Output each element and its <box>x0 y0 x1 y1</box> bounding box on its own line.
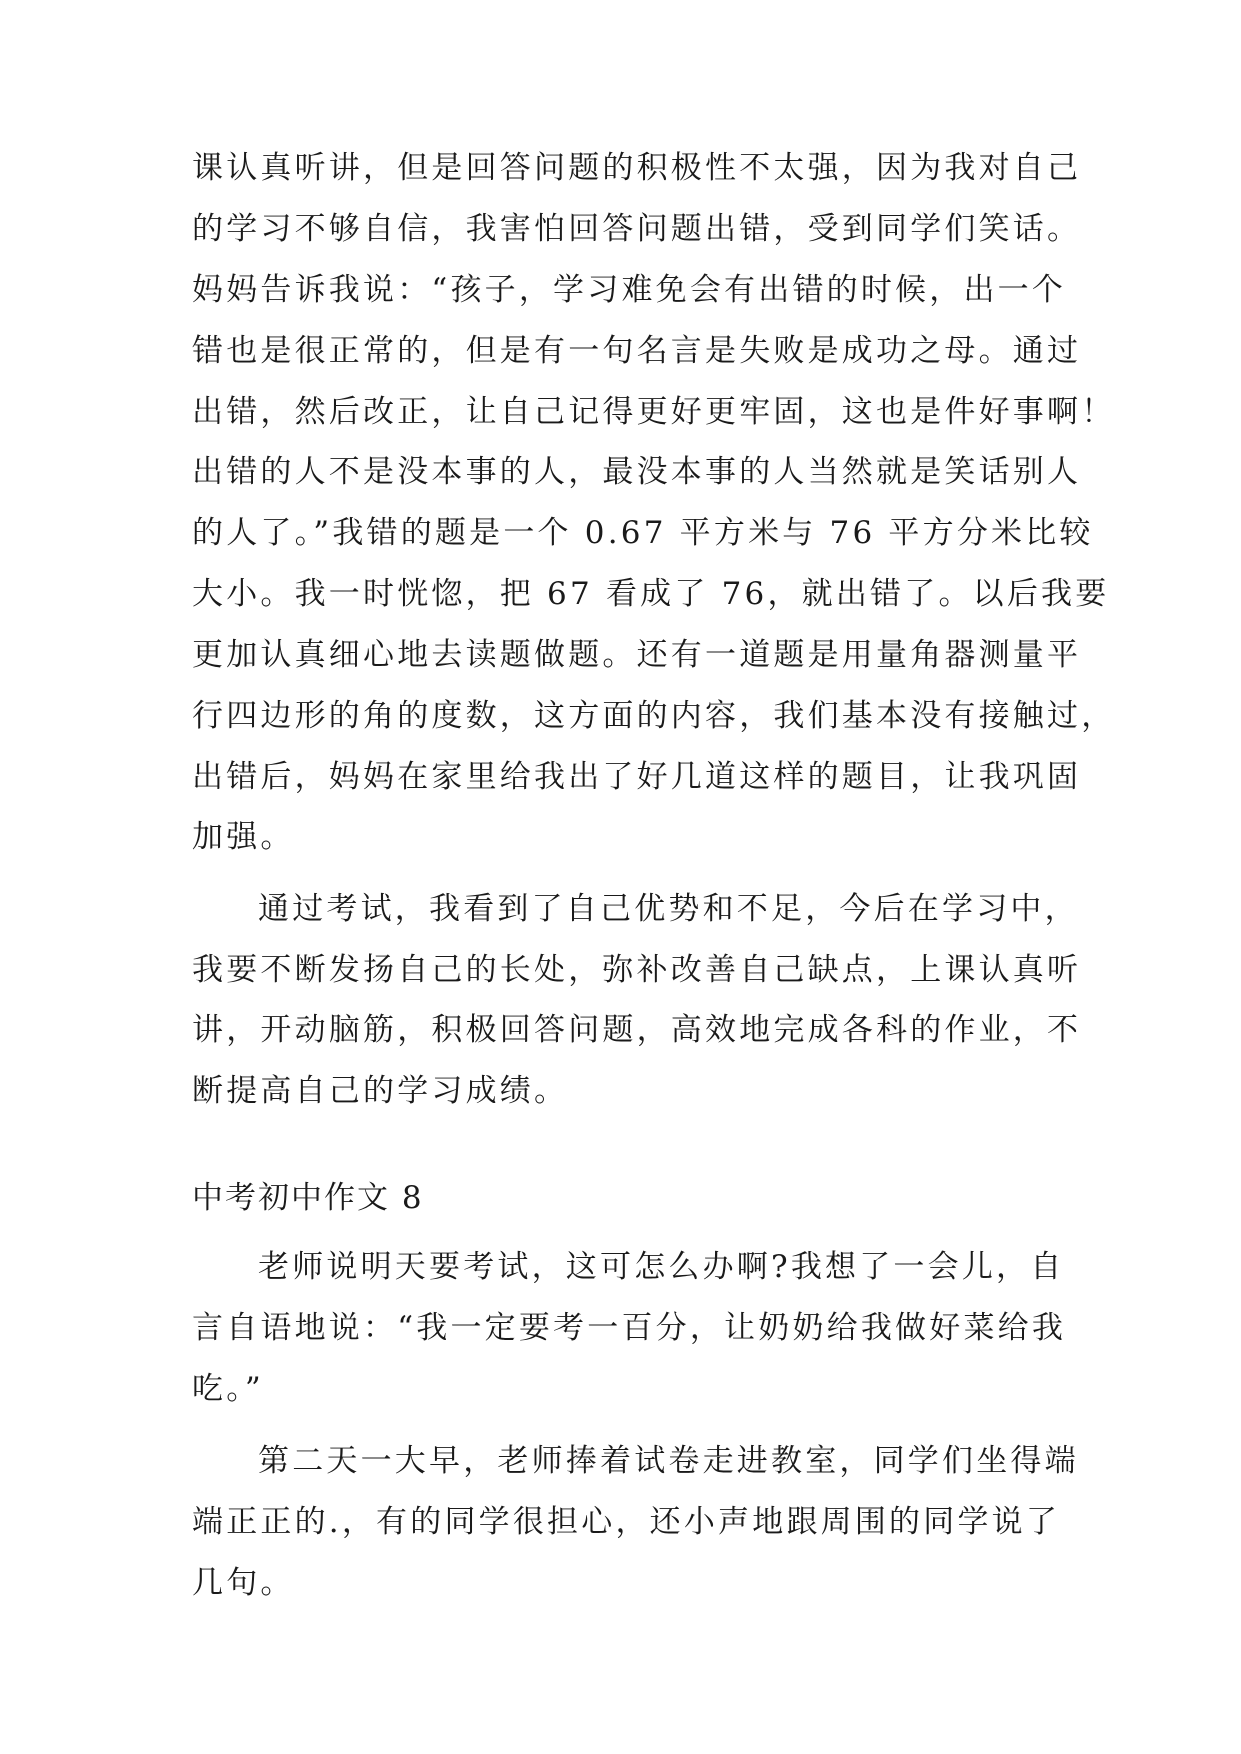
text-line: 通过考试，我看到了自己优势和不足，今后在学习中， <box>258 891 1079 927</box>
text-line: 吃。” <box>192 1371 264 1407</box>
text-line: 出错，然后改正，让自己记得更好更牢固，这也是件好事啊！ <box>192 394 1116 430</box>
text-line: 出错的人不是没本事的人，最没本事的人当然就是笑话别人 <box>192 454 1082 490</box>
text-line: 行四边形的角的度数，这方面的内容，我们基本没有接触过， <box>192 698 1116 734</box>
text-line: 讲，开动脑筋，积极回答问题，高效地完成各科的作业，不 <box>192 1012 1082 1048</box>
text-line: 加强。 <box>192 819 295 855</box>
text-line: 的人了。”我错的题是一个 0.67 平方米与 76 平方分米比较 <box>192 515 1094 551</box>
text-line: 断提高自己的学习成绩。 <box>192 1073 569 1109</box>
text-line: 妈妈告诉我说：“孩子，学习难免会有出错的时候，出一个 <box>192 272 1067 308</box>
text-line: 端正正的.，有的同学很担心，还小声地跟周围的同学说了 <box>192 1504 1061 1540</box>
text-line: 老师说明天要考试，这可怎么办啊?我想了一会儿，自 <box>258 1249 1065 1285</box>
text-line: 几句。 <box>192 1565 295 1601</box>
text-line: 第二天一大早，老师捧着试卷走进教室，同学们坐得端 <box>258 1443 1079 1479</box>
text-line: 错也是很正常的，但是有一句名言是失败是成功之母。通过 <box>192 333 1082 369</box>
text-line: 我要不断发扬自己的长处，弥补改善自己缺点，上课认真听 <box>192 952 1082 988</box>
text-line: 大小。我一时恍惚，把 67 看成了 76，就出错了。以后我要 <box>192 576 1110 612</box>
text-line: 更加认真细心地去读题做题。还有一道题是用量角器测量平 <box>192 637 1082 673</box>
text-line: 出错后，妈妈在家里给我出了好几道这样的题目，让我巩固 <box>192 759 1082 795</box>
section-heading: 中考初中作文 8 <box>192 1180 424 1216</box>
text-line: 课认真听讲，但是回答问题的积极性不太强，因为我对自己 <box>192 150 1082 186</box>
text-line: 的学习不够自信，我害怕回答问题出错，受到同学们笑话。 <box>192 211 1082 247</box>
text-line: 言自语地说：“我一定要考一百分，让奶奶给我做好菜给我 <box>192 1310 1067 1346</box>
